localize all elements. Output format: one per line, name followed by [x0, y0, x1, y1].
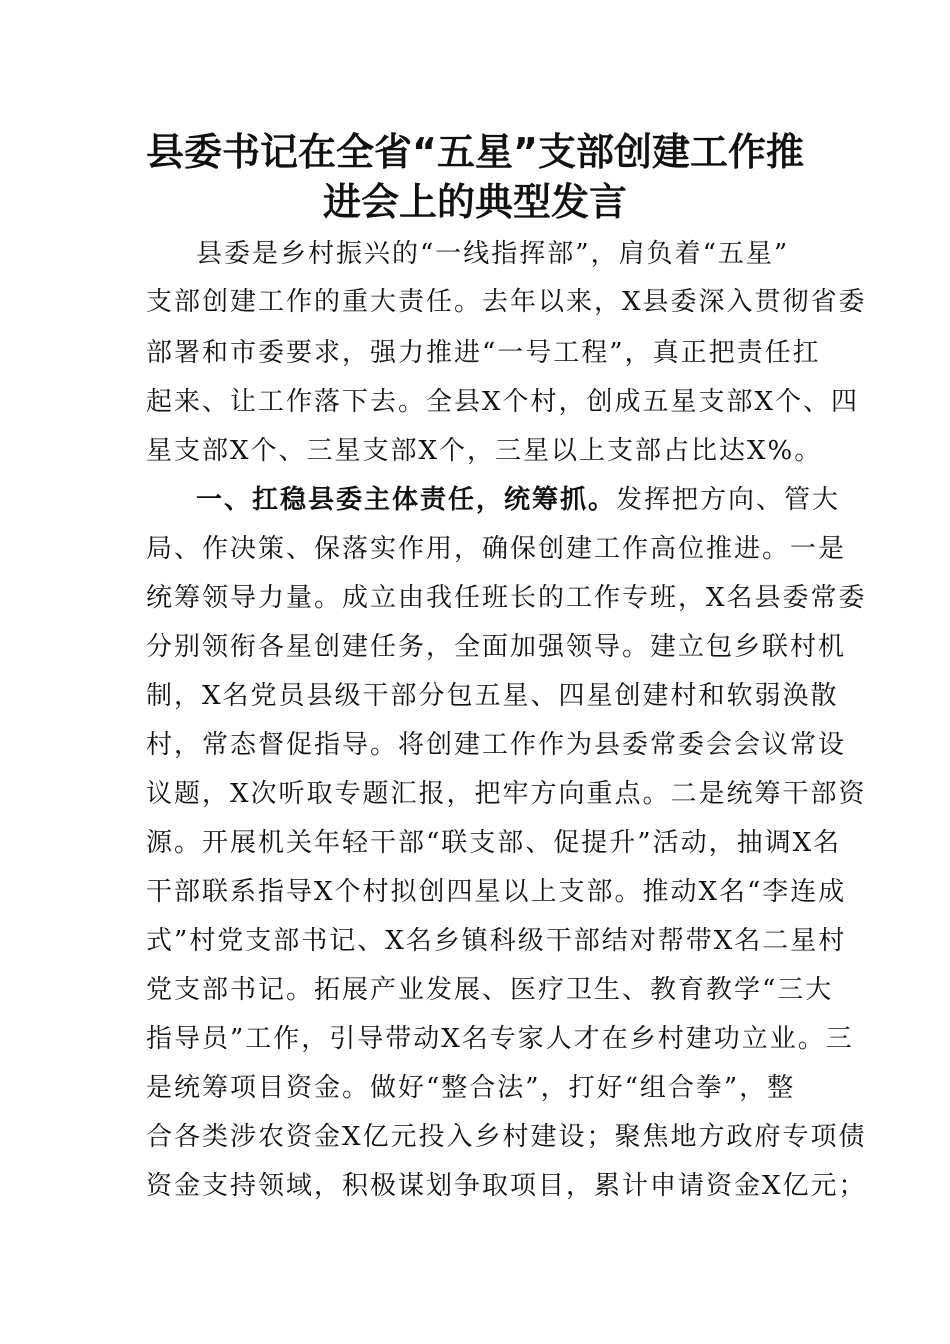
paragraph-text: 发挥把方向、管大: [616, 485, 841, 515]
paragraph-line: 部署和市委要求，强力推进“一号工程”，真正把责任扛: [146, 338, 821, 368]
section-heading-line: [196, 482, 841, 518]
document-title-line-1: 县委书记在全省“五星”支部创建工作推: [146, 130, 804, 174]
paragraph-line: 局、作决策、保落实作用，确保创建工作高位推进。一是: [146, 534, 847, 564]
section-heading: 一、扛稳县委主体责任，统筹抓。: [196, 485, 617, 515]
paragraph-line: 议题，X次听取专题汇报，把牢方向重点。二是统筹干部资: [146, 779, 867, 809]
paragraph-line: 支部创建工作的重大责任。去年以来，X县委深入贯彻省委: [146, 287, 867, 317]
paragraph-line: 起来、让工作落下去。全县X个村，创成五星支部X个、四: [146, 387, 860, 417]
paragraph-line: 源。开展机关年轻干部“联支部、促提升”活动，抽调X名: [146, 828, 842, 858]
paragraph-line: 式”村党支部书记、X名乡镇科级干部结对帮带X名二星村: [146, 926, 847, 956]
paragraph-line: 合各类涉农资金X亿元投入乡村建设；聚焦地方政府专项债: [146, 1122, 867, 1152]
paragraph-line: 村，常态督促指导。将创建工作作为县委常委会会议常设: [146, 730, 847, 760]
paragraph-line: 指导员”工作，引导带动X名专家人才在乡村建功立业。三: [146, 1024, 854, 1054]
paragraph-line: 干部联系指导X个村拟创四星以上支部。推动X名“李连成: [146, 877, 847, 907]
paragraph-line: 统筹领导力量。成立由我任班长的工作专班，X名县委常委: [146, 583, 867, 613]
paragraph-line: 分别领衔各星创建任务，全面加强领导。建立包乡联村机: [146, 632, 847, 662]
paragraph-line: 制，X名党员县级干部分包五星、四星创建村和软弱涣散: [146, 681, 839, 711]
paragraph-line: 党支部书记。拓展产业发展、医疗卫生、教育教学“三大: [146, 975, 834, 1005]
document-title-line-2: 进会上的典型发言: [322, 180, 627, 224]
paragraph-line: 是统筹项目资金。做好“整合法”，打好“组合拳”，整: [146, 1073, 796, 1103]
paragraph-line: 星支部X个、三星支部X个，三星以上支部占比达X%。: [146, 436, 823, 466]
paragraph-line: 资金支持领域，积极谋划争取项目，累计申请资金X亿元；: [146, 1171, 867, 1201]
paragraph-line: 县委是乡村振兴的“一线指挥部”，肩负着“五星”: [196, 239, 790, 269]
